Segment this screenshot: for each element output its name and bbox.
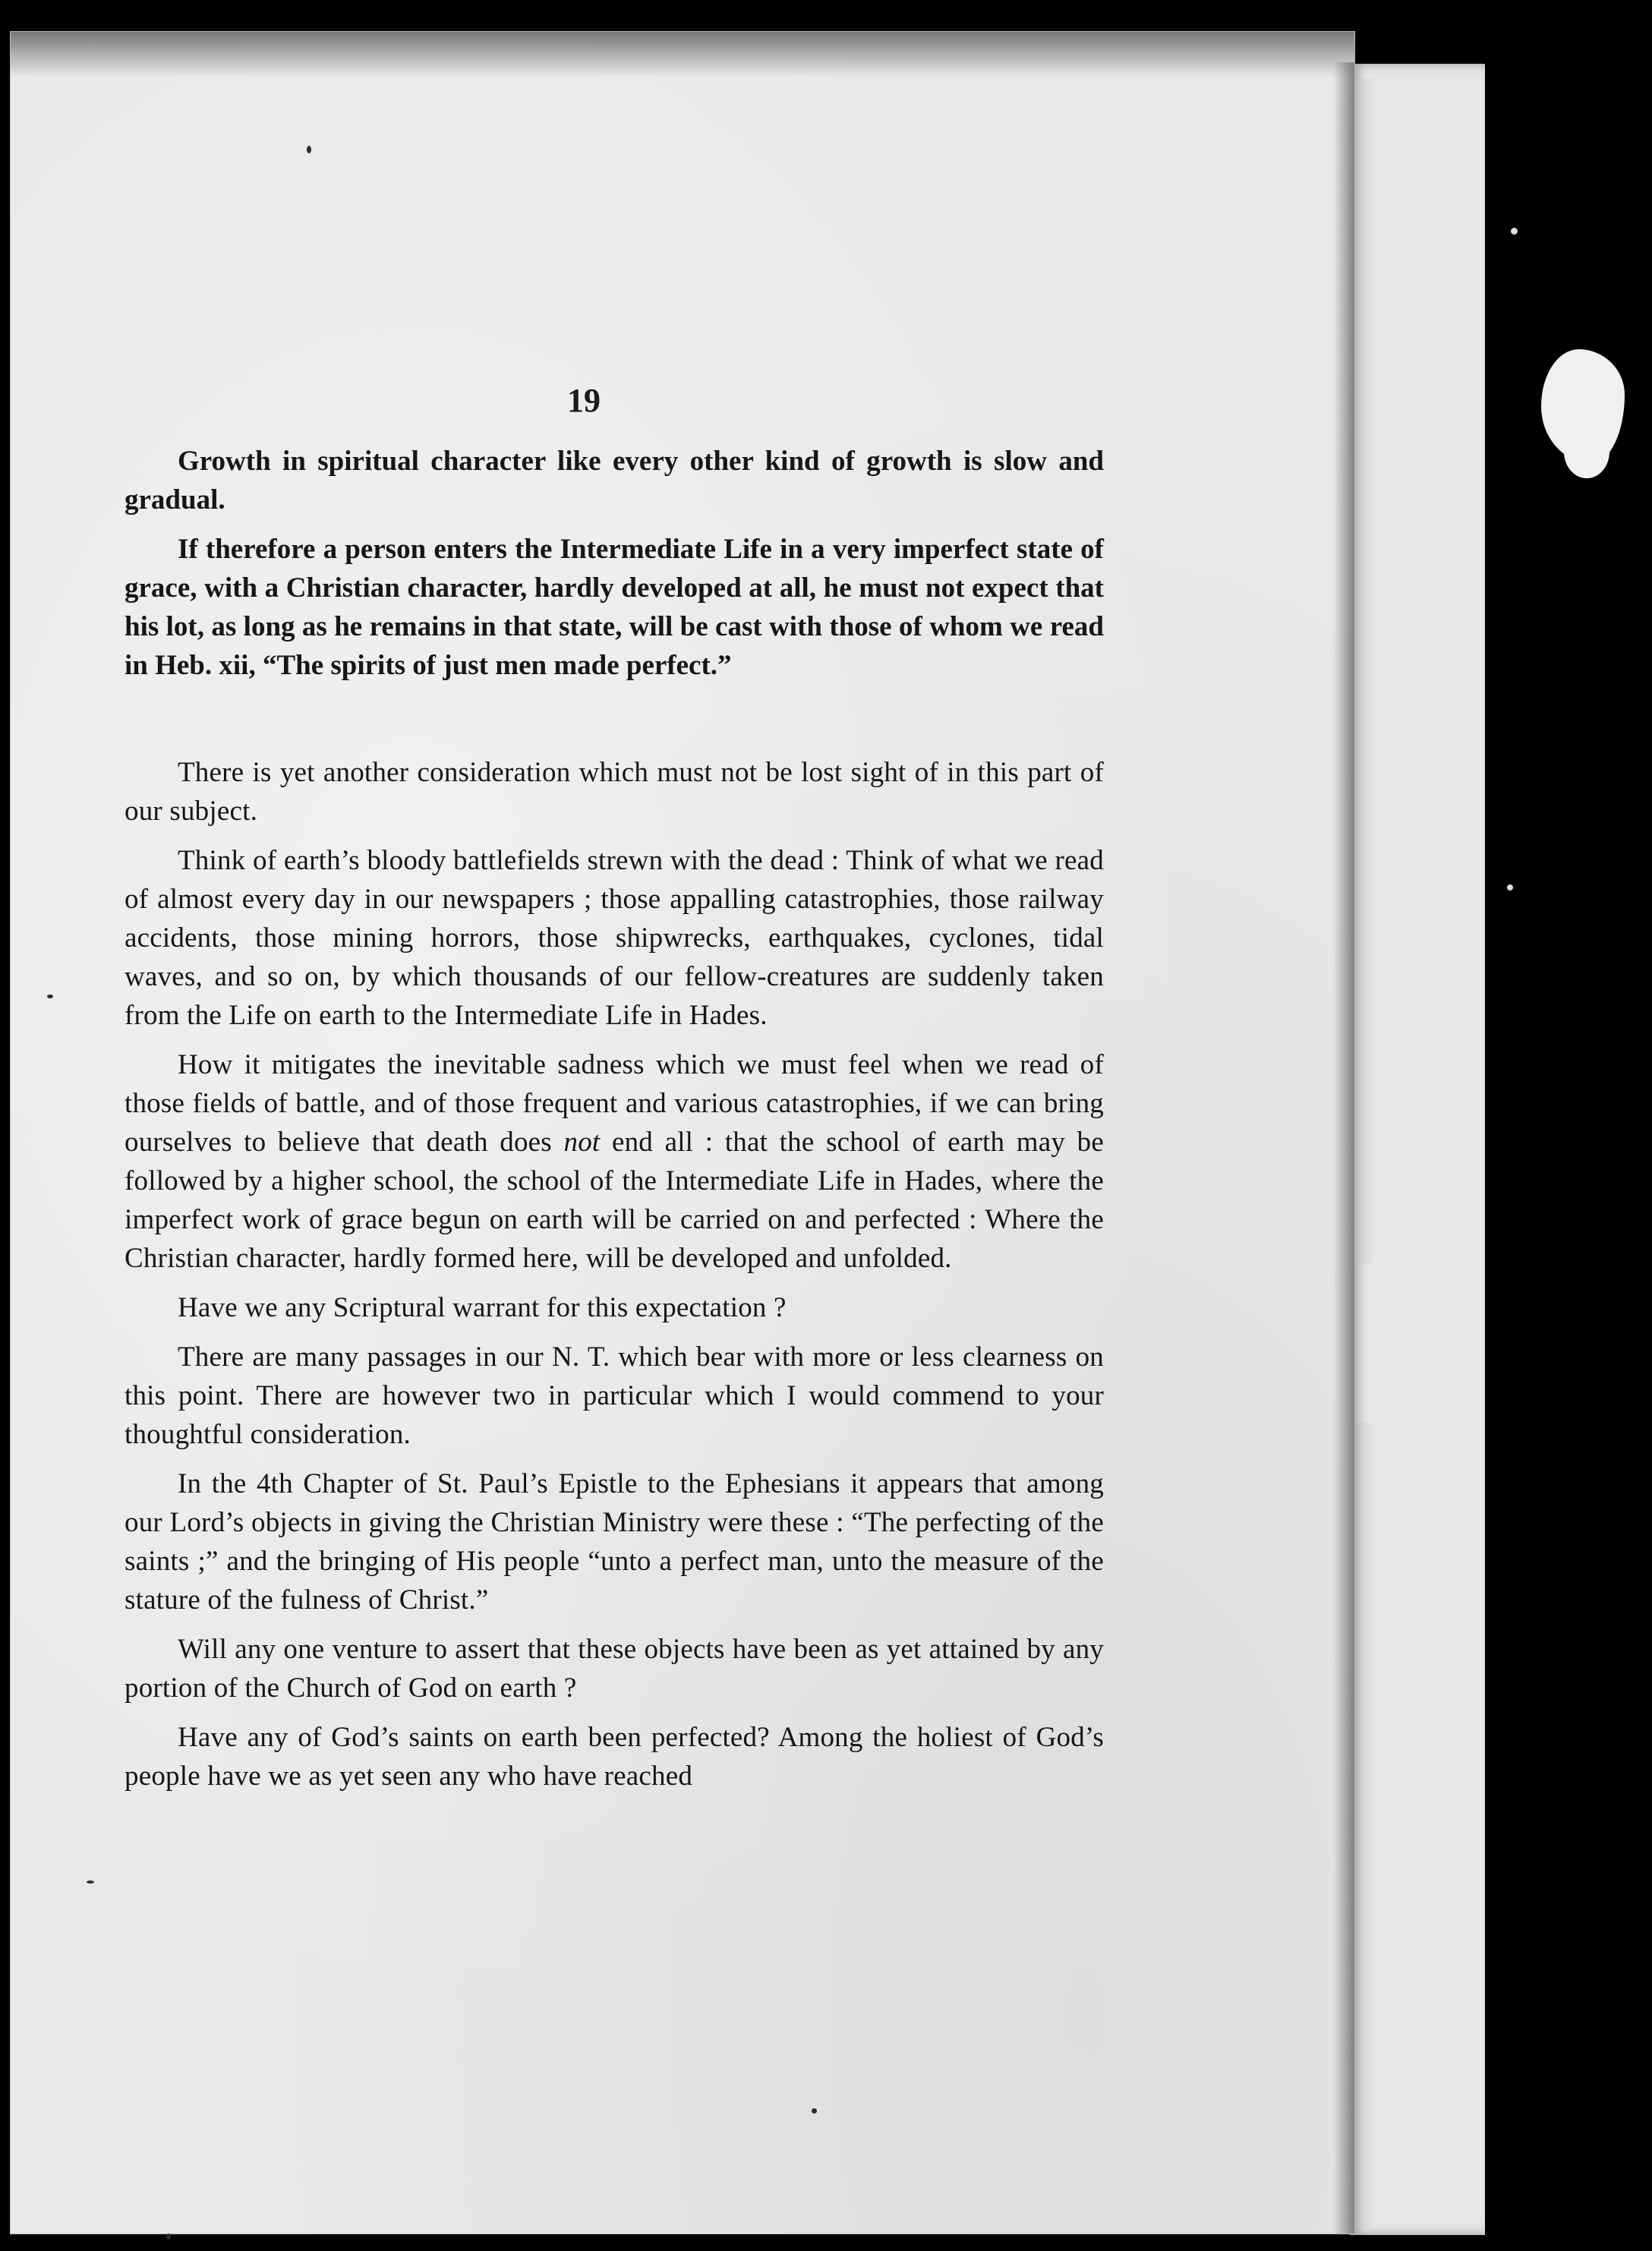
paragraph-text: How it mitigates the inevitable sadness which we must feel when we read of those fields of battle, and of those frequent and various catastrophies, if we can bring ourselves to believe that death does	[125, 1049, 1104, 1158]
page-right-shadow	[1333, 62, 1354, 2234]
scan-speck	[307, 146, 311, 153]
scan-speck	[812, 2108, 817, 2114]
scan-speck	[47, 995, 53, 998]
page-body	[125, 442, 1104, 1806]
scan-blotch	[1541, 349, 1625, 463]
paragraph	[125, 1045, 1104, 1278]
paragraph: Think of earth’s bloody battlefields strewn with the dead : Think of what we read of almost every day in our newspapers ; those appalling catastrophies, those railway accidents, those mining horrors, those shipwrecks, earthquakes, cyclones, tidal waves, and so on, by which thousands of our fellow-creatures are suddenly taken from the Life on earth to the Intermediate Life in Hades.	[125, 845, 1104, 1031]
paragraph: Will any one venture to assert that these objects have been as yet attained by any portion of the Church of God on earth ?	[125, 1634, 1104, 1704]
paragraph: Have we any Scriptural warrant for this expectation ?	[178, 1292, 787, 1323]
emphasis-text: not	[563, 1127, 601, 1158]
page-number: 19	[567, 382, 601, 419]
scan-speck	[166, 2234, 171, 2240]
paragraph: There is yet another consideration which must not be lost sight of in this part of our subject.	[125, 757, 1104, 827]
paragraph-text: end all : that the school of earth may be followed by a higher school, the school of the Intermediate Life in Hades, where the imperfect work of grace begun on earth will be carried on and perfected : Where the Christian character, hardly formed here, will be developed and unfolded.	[125, 1127, 1104, 1274]
document-page	[11, 32, 1354, 2234]
paragraph: Have any of God’s saints on earth been perfected? Among the holiest of God’s people have we as yet seen any who have reached	[125, 1722, 1104, 1792]
paragraph: There are many passages in our N. T. which bear with more or less clearness on this point. There are however two in particular which I would commend to your thoughtful consideration.	[125, 1341, 1104, 1450]
scan-speck	[87, 1881, 94, 1884]
paragraph: In the 4th Chapter of St. Paul’s Epistle to the Ephesians it appears that among our Lord’s objects in giving the Christian Ministry were these : “The perfecting of the saints ;” and the bringing of His people “unto a perfect man, unto the measure of the stature of the fulness of Christ.”	[125, 1468, 1104, 1616]
paragraph: Growth in spiritual character like every other kind of growth is slow and gradual.	[125, 446, 1104, 515]
paragraph: If therefore a person enters the Intermediate Life in a very imperfect state of grace, with a Christian character, hardly developed at all, he must not expect that his lot, as long as he remains in that state, will be cast with those of whom we read in Heb. xii, “The spirits of just men made perfect.”	[125, 534, 1104, 681]
scan-speck	[1507, 884, 1513, 891]
back-page-edge	[1350, 64, 1485, 2235]
page-top-shadow	[11, 32, 1354, 77]
scan-speck	[1511, 228, 1518, 235]
